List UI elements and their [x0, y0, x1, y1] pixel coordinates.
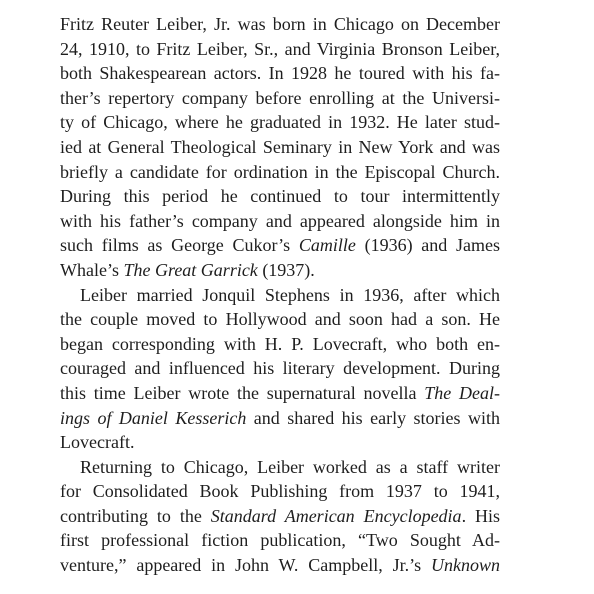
biography-text [60, 12, 500, 578]
text-line [60, 455, 500, 480]
text-line [60, 479, 500, 504]
text-line [60, 528, 500, 553]
italic-title: Camille [298, 235, 356, 256]
italic-title: Standard American Encyclopedia [210, 505, 462, 526]
text-line [60, 86, 500, 111]
text-run: contributing to the [60, 505, 211, 526]
text-run: ther’s repertory company before enrolling at the Universi- [60, 87, 500, 108]
text-run: with his father’s company and appeared alongside him in [60, 210, 500, 231]
italic-title: The Deal- [424, 382, 500, 403]
text-run: Fritz Reuter Leiber, Jr. was born in Chicago on December [60, 14, 500, 34]
italic-title: ings of Daniel Kesserich [60, 407, 247, 428]
text-line [60, 307, 500, 332]
text-run: couraged and influenced his literary development. During [60, 358, 500, 379]
text-run: for Consolidated Book Publishing from 1937 to 1941, [60, 481, 500, 502]
text-line [60, 61, 500, 86]
text-line [60, 430, 500, 455]
italic-title: Unknown [431, 555, 500, 576]
paragraph [60, 455, 500, 578]
text-run: 24, 1910, to Fritz Leiber, Sr., and Virginia Bronson Leiber, [60, 38, 500, 59]
text-run: Lovecraft. [60, 432, 135, 453]
text-line [60, 406, 500, 431]
text-run: (1937). [257, 259, 315, 280]
text-run: the couple moved to Hollywood and soon had a son. He [60, 309, 500, 330]
text-run: and shared his early stories with [246, 407, 500, 428]
text-run: (1936) and James [355, 235, 501, 256]
text-run: Whale’s [60, 259, 124, 280]
text-run: Returning to Chicago, Leiber worked as a staff writer [80, 456, 500, 477]
italic-title: The Great Garrick [123, 259, 258, 280]
text-line [60, 258, 500, 283]
text-run: ty of Chicago, where he graduated in 1932. He later stud- [60, 112, 500, 133]
text-run: During this period he continued to tour intermittently [60, 186, 500, 207]
paragraph [60, 12, 500, 283]
text-line [60, 184, 500, 209]
text-run: both Shakespearean actors. In 1928 he toured with his fa- [60, 63, 500, 84]
text-run: began corresponding with H. P. Lovecraft, who both en- [60, 333, 500, 354]
text-line [60, 381, 500, 406]
text-line [60, 356, 500, 381]
text-line [60, 504, 500, 529]
text-run: briefly a candidate for ordination in the Episcopal Church. [60, 161, 500, 182]
text-line [60, 553, 500, 578]
text-run: this time Leiber wrote the supernatural novella [60, 382, 425, 403]
text-line [60, 209, 500, 234]
text-line [60, 37, 500, 62]
text-line [60, 233, 500, 258]
text-run: first professional fiction publication, “Two Sought Ad- [60, 530, 500, 551]
text-line [60, 12, 500, 37]
text-line [60, 135, 500, 160]
text-run: . His [461, 505, 500, 526]
text-run: such films as George Cukor’s [60, 235, 299, 256]
text-line [60, 332, 500, 357]
text-run: venture,” appeared in John W. Campbell, Jr.’s [60, 555, 431, 576]
text-run: Leiber married Jonquil Stephens in 1936, after which [80, 284, 500, 305]
text-run: ied at General Theological Seminary in New York and was [60, 136, 500, 157]
paragraph [60, 283, 500, 455]
text-line [60, 110, 500, 135]
text-line [60, 160, 500, 185]
text-line [60, 283, 500, 308]
